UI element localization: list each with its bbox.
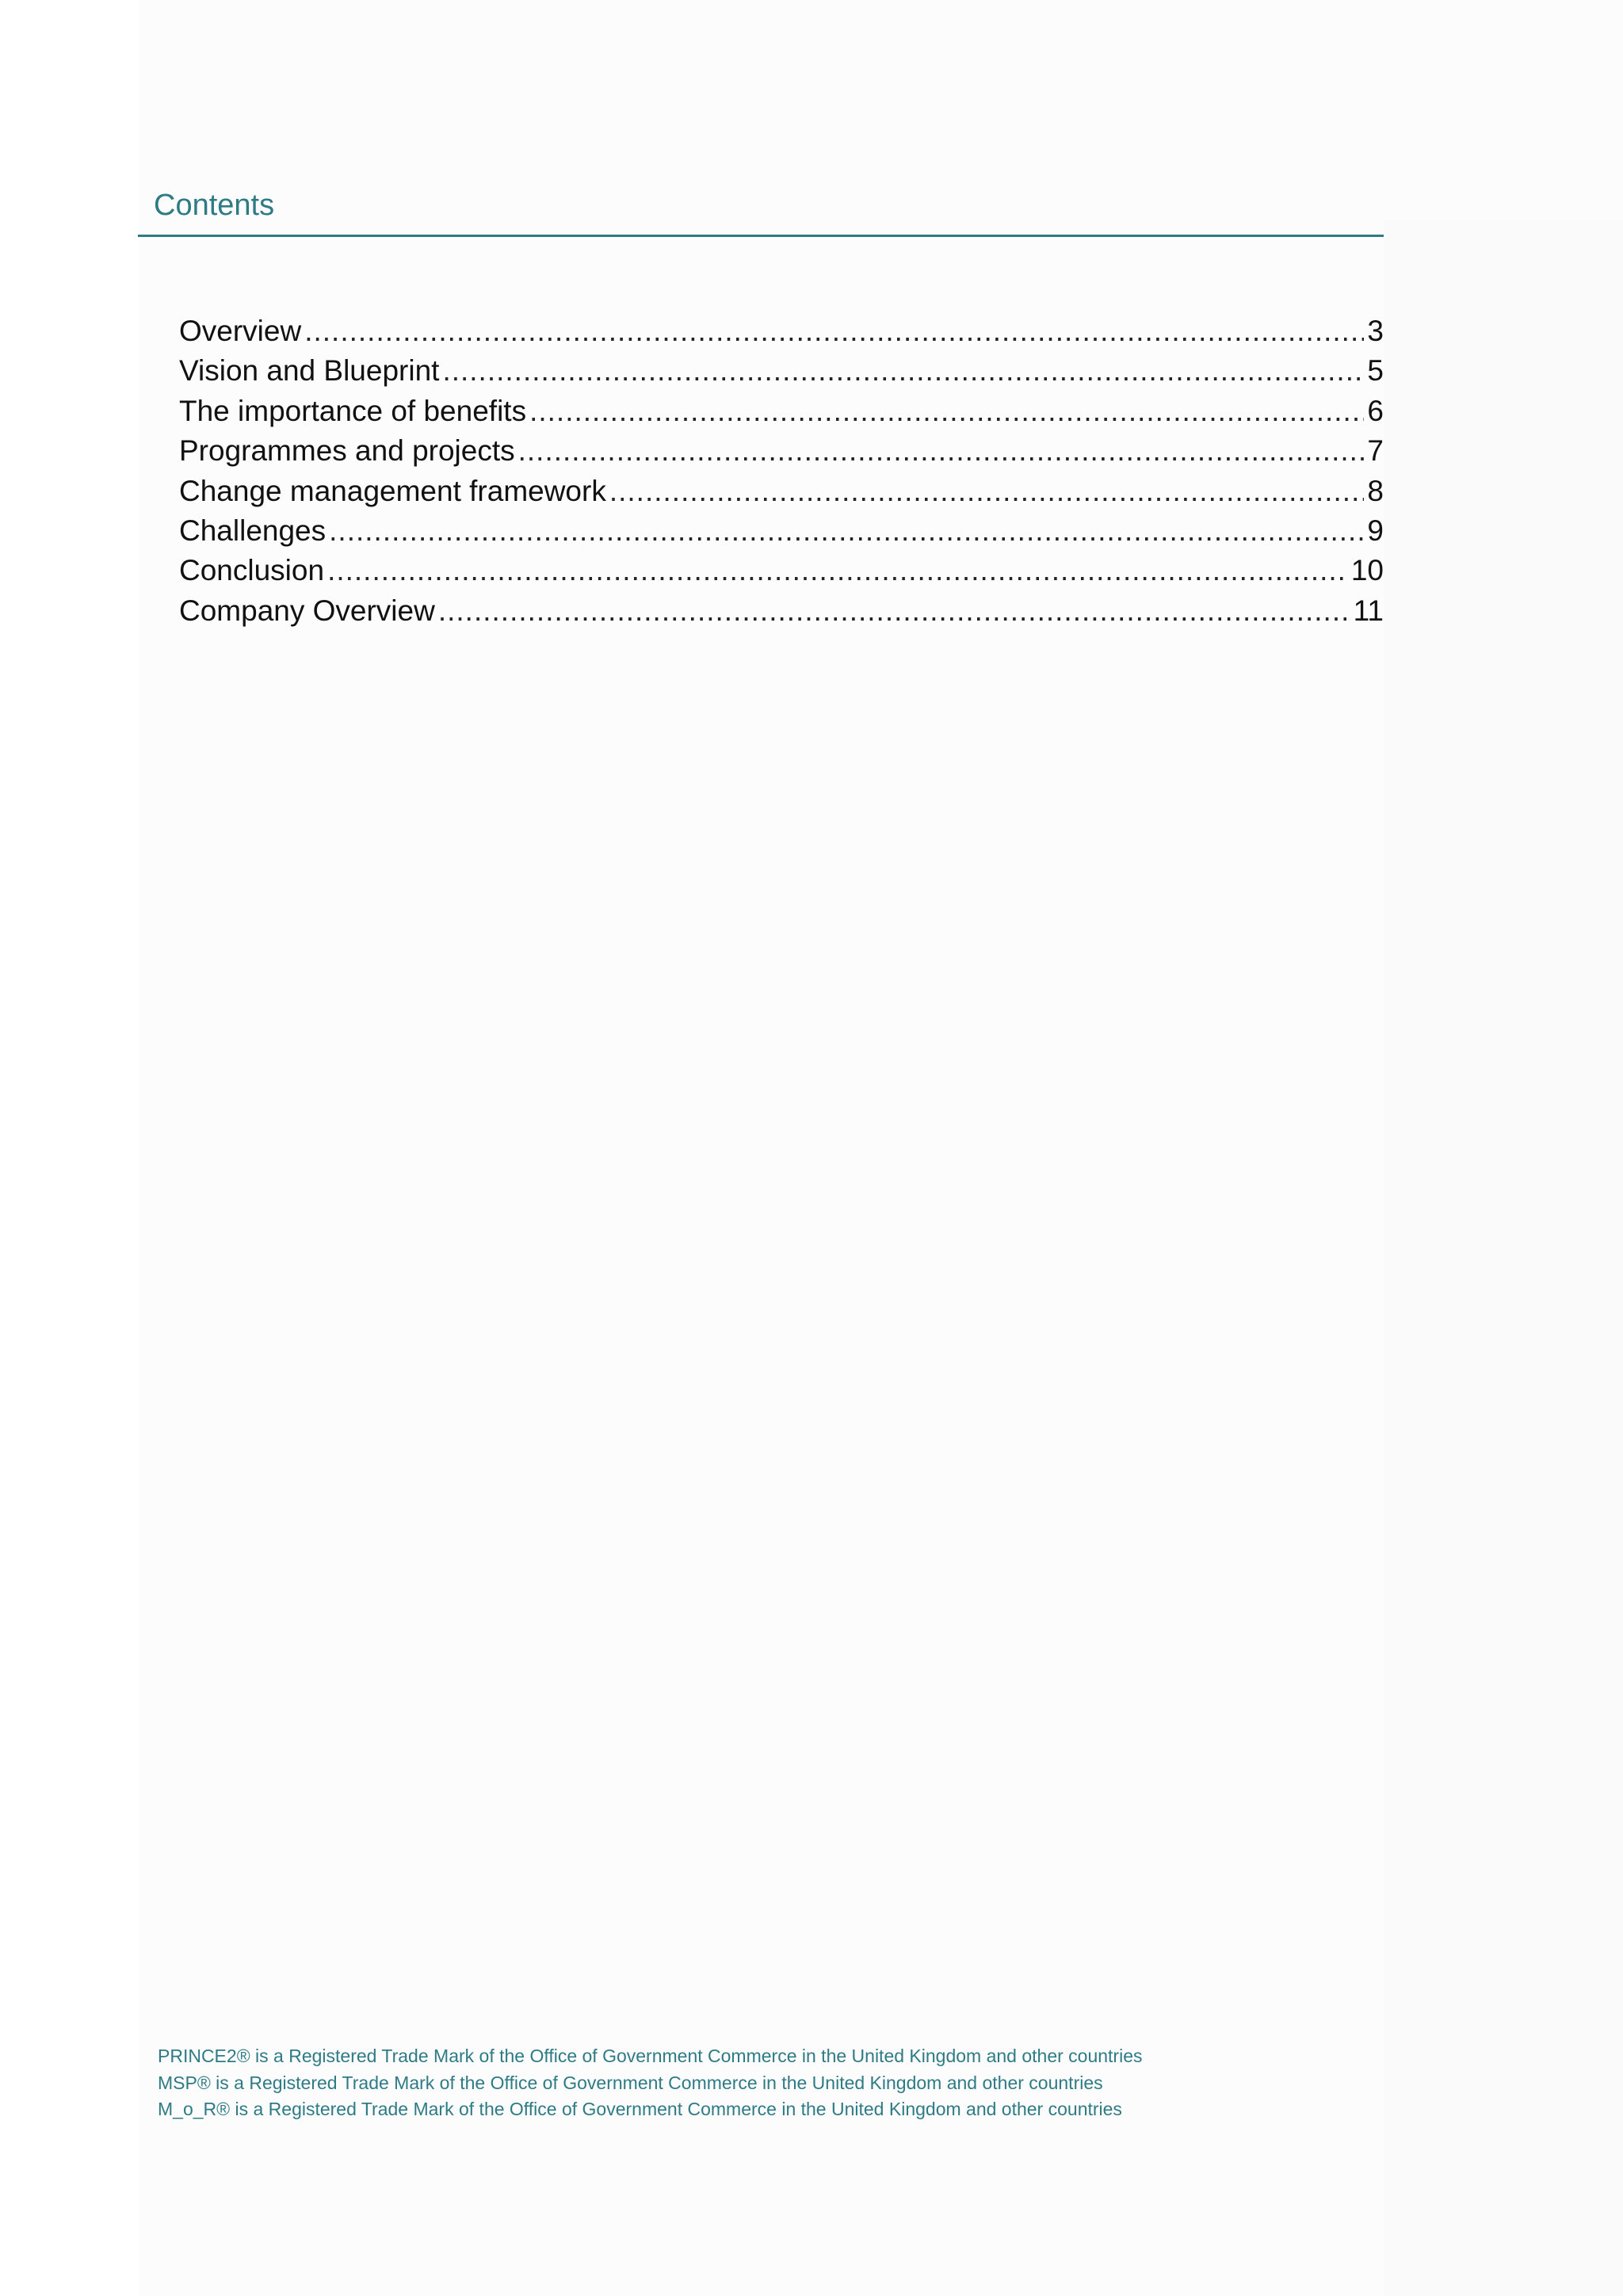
toc-dot-leader — [304, 315, 1364, 348]
toc-entry-change-management-framework[interactable] — [179, 475, 1384, 514]
toc-dot-leader — [327, 554, 1348, 587]
toc-entry-title: Programmes and projects — [179, 434, 515, 468]
toc-entry-page: 11 — [1353, 594, 1384, 627]
toc-entry-page: 10 — [1350, 554, 1384, 587]
toc-entry-title: Conclusion — [179, 554, 325, 587]
toc-entry-title: Challenges — [179, 514, 327, 547]
trademark-notice-mor: M_o_R® is a Registered Trade Mark of the Office of Government Commerce in the United Kingdom and other countries — [158, 2099, 1122, 2119]
page-background-right-panel — [1384, 220, 1623, 2296]
toc-dot-leader — [442, 354, 1364, 388]
toc-entry-title: The importance of benefits — [179, 394, 527, 427]
toc-dot-leader — [518, 434, 1365, 468]
toc-entry-vision-and-blueprint[interactable] — [179, 354, 1384, 394]
contents-heading: Contents — [154, 189, 275, 222]
toc-entry-conclusion[interactable] — [179, 554, 1384, 594]
toc-entry-page: 5 — [1367, 354, 1384, 388]
toc-entry-page: 7 — [1367, 434, 1384, 468]
toc-entry-programmes-and-projects[interactable] — [179, 434, 1384, 474]
trademark-notice-prince2: PRINCE2® is a Registered Trade Mark of the Office of Government Commerce in the United Kingdom and other countries — [158, 2046, 1143, 2066]
toc-entry-challenges[interactable] — [179, 514, 1384, 554]
toc-dot-leader — [609, 475, 1365, 508]
toc-entry-title: Company Overview — [179, 594, 435, 627]
toc-entry-company-overview[interactable] — [179, 594, 1384, 634]
heading-divider — [138, 235, 1384, 237]
table-of-contents — [179, 315, 1384, 634]
trademark-notices — [158, 2043, 1142, 2123]
toc-entry-page: 3 — [1367, 315, 1384, 347]
toc-entry-page: 9 — [1367, 514, 1384, 547]
toc-entry-importance-of-benefits[interactable] — [179, 395, 1384, 434]
toc-entry-title: Overview — [179, 315, 302, 347]
toc-entry-page: 8 — [1367, 474, 1384, 507]
trademark-notice-msp: MSP® is a Registered Trade Mark of the Office of Government Commerce in the United Kingdom and other countries — [158, 2072, 1103, 2093]
toc-entry-page: 6 — [1367, 394, 1384, 427]
toc-entry-title: Change management framework — [179, 474, 606, 507]
toc-dot-leader — [529, 395, 1364, 428]
toc-entry-overview[interactable] — [179, 315, 1384, 354]
toc-dot-leader — [329, 514, 1364, 548]
toc-entry-title: Vision and Blueprint — [179, 354, 440, 388]
toc-dot-leader — [438, 594, 1350, 628]
